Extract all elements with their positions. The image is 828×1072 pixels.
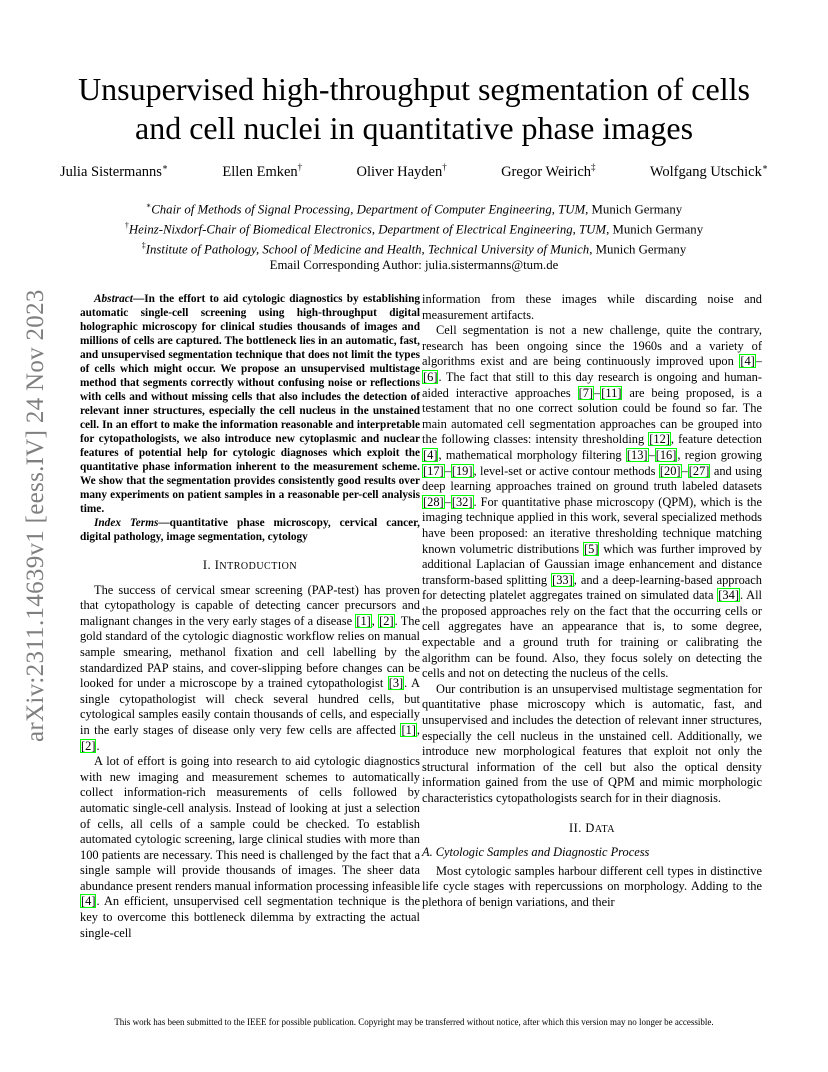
citation-link[interactable]: [1] [356,613,371,628]
author: Wolfgang Utschick∗ [649,162,768,180]
left-column [80,292,420,941]
author: Julia Sistermanns∗ [60,162,169,180]
footer-notice: This work has been submitted to the IEEE for possible publication. Copyright may be transferred without notice, after which this version may no longer be accessible. [114,1017,714,1027]
author: Oliver Hayden† [356,162,447,180]
citation-link[interactable]: [12] [649,432,670,447]
corresponding-email: Email Corresponding Author: julia.sistermanns@tum.de [269,258,559,273]
index-terms-text: —quantitative phase microscopy, cervical cancer, digital pathology, image segmentation, cytology [80,517,420,543]
section-heading-data: II. DATA [568,820,616,835]
citation-link[interactable]: [17] [423,463,444,478]
subsection-heading: A. Cytologic Samples and Diagnostic Process [422,845,650,860]
citation-link[interactable]: [7] [578,385,594,400]
title-line-2: and cell nuclei in quantitative phase images [134,110,694,146]
citation-link[interactable]: [28] [423,494,444,509]
citation-link[interactable]: [20] [659,463,681,478]
title-line-1: Unsupervised high-throughput segmentation of cells [78,71,750,107]
citation-link[interactable]: [3] [388,676,404,691]
abstract-text: —In the effort to aid cytologic diagnostics by establishing automatic single-cell screening using high-throughput digital holographic microscopy for clinical studies thousands of images and millions of cells are captured. The bottleneck lies in an automatic, fast, and unsupervised segmentation technique that does not limit the types of cells which might occur. We propose an unsupervised multistage method that segments correctly without confusing noise or reflections with cells and without missing cells that also includes the detection of relevant inner structures, especially the cell nucleus in the unstained cell. In an effort to make the information reasonable and interpretable for cytopathologists, we also introduce new cytoplasmic and nuclear features of potential help for cytologic diagnoses which exploit the quantitative phase information inherent to the measurement scheme. We show that the segmentation provides consistently good results over many experiments on patient samples in a reasonable per-cell analysis time. [80,293,420,515]
section-heading-introduction: I. INTRODUCTION [202,558,298,572]
citation-link[interactable]: [19] [451,463,473,478]
intro-paragraph-2: A lot of effort is going into research to aid cytologic diagnostics with new imaging and measurement schemes to automatically collect information-rich measurements of cells followed by automatic single-cell analysis. Instead of looking at just a selection of cells, all cells of a sample could be checked. To establish automated cytologic screening, large clinical studies with more than 100 patients are necessary. This need is challenged by the fact that a single sample will provide thousands of images. The sheer data abundance present renders manual information processing infeasible [4]. An efficient, unsupervised cell segmentation technique is the key to overcome this bottleneck dilemma by extracting the actual single-cell [80,754,420,940]
contribution-paragraph: Our contribution is an unsupervised multistage segmentation for quantitative phase microscopy which is automatic, fast, and unsupervised and includes the detection of relevant inner structures, especially the cell nucleus in the unstained cell. Additionally, we introduce new morphological features that exploit not only the structural information of the cell but also the optical density information gained from the use of QPM and mimic morphologic characteristics cytopathologists search for in their diagnosis. [422,681,762,805]
citation-link[interactable]: [5] [584,541,599,556]
intro-paragraph-1: The success of cervical smear screening (PAP-test) has proven that cytopathology is capable of detecting cancer precursors and malignant changes in the very early stages of a disease [1], [2]. The gold standard of the cytologic diagnostic workflow relies on manual sample smearing, methanol fixation and cell labelling by the standardized PAP stains, and cover-slipping before changes can be looked for under a microscope by a trained cytopathologist [3]. A single cytopathologist will check several hundred cells, but cytological samples easily contain thousands of cells, and especially in the early stages of disease only very few cells are affected [1], [2]. [80,582,420,753]
right-column [422,292,762,911]
citation-link[interactable]: [4] [740,354,755,369]
citation-link[interactable]: [2] [379,613,394,628]
citation-link[interactable]: [4] [81,894,96,909]
affiliation-line: ∗Chair of Methods of Signal Processing, Department of Computer Engineering, TUM, Munich Germany [145,201,683,217]
citation-link[interactable]: [32] [451,494,473,509]
author: Ellen Emken† [222,162,303,180]
citation-link[interactable]: [2] [81,738,96,753]
citation-link[interactable]: [11] [601,385,622,400]
citation-link[interactable]: [34] [718,588,739,603]
citation-link[interactable]: [27] [688,463,710,478]
author-list [60,162,768,181]
arxiv-identifier: arXiv:2311.14639v1 [eess.IV] 24 Nov 2023 [22,289,49,742]
citation-link[interactable]: [16] [655,447,677,462]
abstract-label: Abstract [94,293,133,305]
data-paragraph: Most cytologic samples harbour different cell types in distinctive life cycle stages with repercussions on morphology. Adding to the plethora of benign variations, and their [422,863,762,909]
abstract [80,292,420,544]
citation-link[interactable]: [13] [626,447,648,462]
citation-link[interactable]: [4] [423,447,438,462]
paper-title [40,70,788,148]
continued-paragraph: information from these images while discarding noise and measurement artifacts. [422,292,762,322]
citation-link[interactable]: [6] [423,369,438,384]
affiliations [40,198,788,274]
affiliation-line: †Heinz-Nixdorf-Chair of Biomedical Electronics, Department of Electrical Engineering, TUM, Munich Germany [124,220,704,237]
index-terms-label: Index Terms [94,517,159,529]
citation-link[interactable]: [33] [552,572,573,587]
related-work-paragraph: Cell segmentation is not a new challenge, quite the contrary, research has been ongoing since the 1960s and a variety of algorithms exist and are being continuously improved upon [4]–[6]. The fact that still to this day research is ongoing and human-aided interactive approaches [7]–[11] are being proposed, is a testament that no one correct solution could be found so far. The main automated cell segmentation approaches can be grouped into the following classes: intensity thresholding [12], feature detection [4], mathematical morphology filtering [13]–[16], region growing [17]–[19], level-set or active contour methods [20]–[27] and using deep learning approaches trained on ground truth labeled datasets [28]–[32]. For quantitative phase microscopy (QPM), which is the imaging technique applied in this work, several specialized methods have been proposed: an iterative thresholding technique matching known volumetric distributions [5] which was further improved by additional Laplacian of Gaussian image enhancement and distance transform-based splitting [33], and a deep-learning-based approach for detecting platelet aggregates trained on simulated data [34]. All the proposed approaches rely on the fact that the occurring cells or cell aggregates have an appearance that is, to some degree, expectable and a ground truth for training or calibrating the algorithm can be found. Also, they focus solely on detecting the cells and not on detecting the nucleus of the cells. [422,323,763,681]
citation-link[interactable]: [1] [401,722,416,737]
affiliation-line: ‡Institute of Pathology, School of Medicine and Health, Technical University of Munich, Munich Germany [141,240,687,256]
author: Gregor Weirich‡ [501,162,596,180]
